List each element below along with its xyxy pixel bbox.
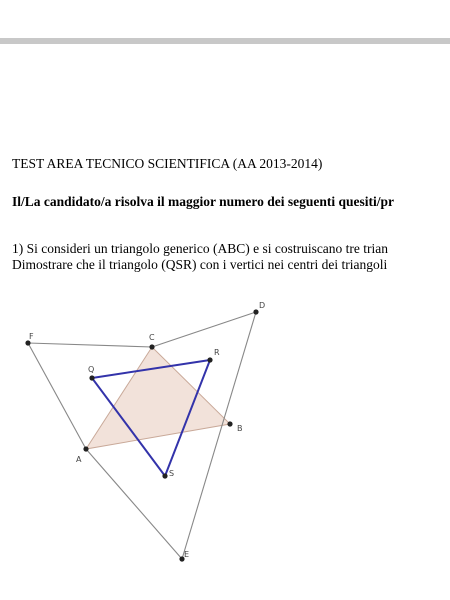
label-c: C	[149, 333, 155, 342]
label-e: E	[184, 550, 190, 559]
line-a-f	[28, 343, 86, 449]
label-b: B	[237, 424, 243, 433]
label-s: S	[169, 469, 175, 478]
point-q	[89, 375, 94, 380]
instructions-text: Il/La candidato/a risolva il maggior numero dei seguenti quesiti/pr	[12, 194, 395, 209]
line-c-d	[152, 312, 256, 347]
label-r: R	[214, 348, 220, 357]
label-a: A	[76, 455, 82, 464]
question-1-line-2: Dimostrare che il triangolo (QSR) con i vertici nei centri dei triangoli	[12, 257, 388, 272]
label-q: Q	[88, 365, 95, 374]
question-1-line-1: 1) Si consideri un triangolo generico (ABC) e si costruiscano tre trian	[12, 241, 389, 256]
label-f: F	[29, 332, 34, 341]
point-c	[149, 344, 154, 349]
label-d: D	[259, 301, 266, 310]
line-f-c	[28, 343, 152, 347]
point-s	[162, 473, 167, 478]
point-r	[207, 357, 212, 362]
point-a	[83, 446, 88, 451]
point-b	[227, 421, 232, 426]
document-title: TEST AREA TECNICO SCIENTIFICA (AA 2013-2014)	[12, 156, 323, 171]
point-d	[253, 309, 258, 314]
line-e-a	[86, 449, 182, 559]
point-f	[25, 340, 30, 345]
